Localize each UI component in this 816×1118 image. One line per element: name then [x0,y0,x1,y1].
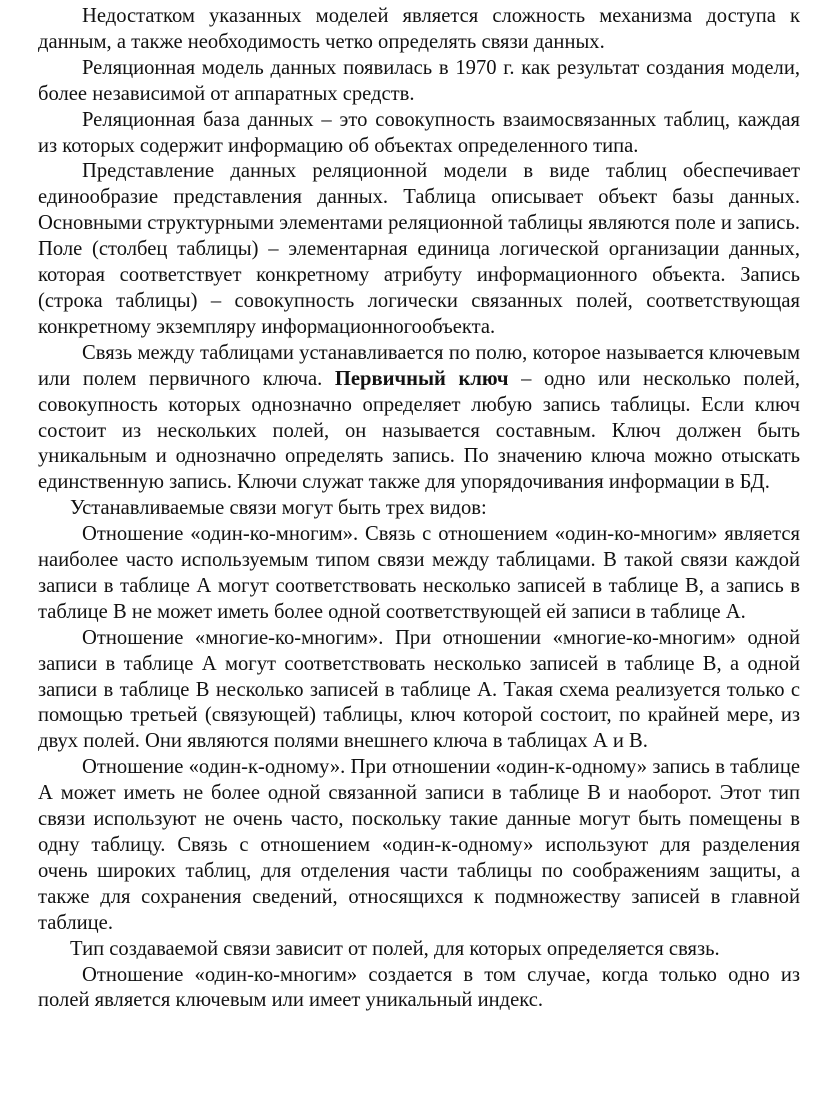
paragraph-relation-types-intro: Устанавливаемые связи могут быть трех видов: [70,497,487,520]
paragraph-relational-model-origin: Реляционная модель данных появилась в 1970 г. как результат создания модели, более независимой от аппаратных средств. [38,56,800,105]
paragraph-many-to-many: Отношение «многие-ко-многим». При отношении «многие-ко-многим» одной записи в таблице А могут соответствовать несколько записей в таблице В, а одной записи в таблице В несколько записей в таблице А. Такая схема реализуется только с помощью третьей (связующей) таблицы, ключ которой состоит, по крайней мере, из двух полей. Они являются полями внешнего ключа в таблицах А и В. [38,626,800,753]
primary-key-definition: – одно или несколько полей, совокупность которых однозначно определяет любую запись таблицы. Если ключ состоит из нескольких полей, он называется составным. Ключ должен быть уникальным и однозначно определять запись. По значению ключа можно отыскать единственную запись. Ключи служат также для упорядочивания информации в БД. [38,367,800,494]
paragraph-one-to-many: Отношение «один-ко-многим». Связь с отношением «один-ко-многим» является наиболее часто используемым типом связи между таблицами. В такой связи каждой записи в таблице А могут соответствовать несколько записей в таблице В, а запись в таблице В не может иметь более одной соответствующей ей записи в таблице А. [38,523,800,623]
paragraph-access-complexity: Недостатком указанных моделей является сложность механизма доступа к данным, а также необходимость четко определять связи данных. [38,5,800,53]
document-page [38,4,800,1014]
primary-key-intro: Связь между таблицами устанавливается по полю, которое называется ключевым или полем первичного ключа. [38,341,800,390]
paragraph-primary-key [38,341,800,496]
paragraph-relational-db-definition: Реляционная база данных – это совокупность взаимосвязанных таблиц, каждая из которых содержит информацию об объектах определенного типа. [38,108,800,157]
paragraph-table-representation: Представление данных реляционной модели в виде таблиц обеспечивает единообразие представления данных. Таблица описывает объект базы данных. Основными структурными элементами реляционной таблицы являются поле и запись. Поле (столбец таблицы) – элементарная единица логической организации данных, которая соответствует конкретному атрибуту информационного объекта. Запись (строка таблицы) – совокупность логически связанных полей, соответствующая конкретному экземпляру информационногообъекта. [38,160,800,338]
paragraph-one-to-many-creation: Отношение «один-ко-многим» создается в том случае, когда только одно из полей является ключевым или имеет уникальный индекс. [38,963,800,1012]
paragraph-one-to-one: Отношение «один-к-одному». При отношении «один-к-одному» запись в таблице А может иметь не более одной связанной записи в таблице В и наоборот. Этот тип связи используют не очень часто, поскольку такие данные могут быть помещены в одну таблицу. Связь с отношением «один-к-одному» используют для разделения очень широких таблиц, для отделения части таблицы по соображениям защиты, а также для сохранения сведений, относящихся к подмножеству записей в главной таблице. [38,756,800,934]
paragraph-relation-type-depends: Тип создаваемой связи зависит от полей, для которых определяется связь. [70,937,720,960]
primary-key-term: Первичный ключ [334,367,509,390]
